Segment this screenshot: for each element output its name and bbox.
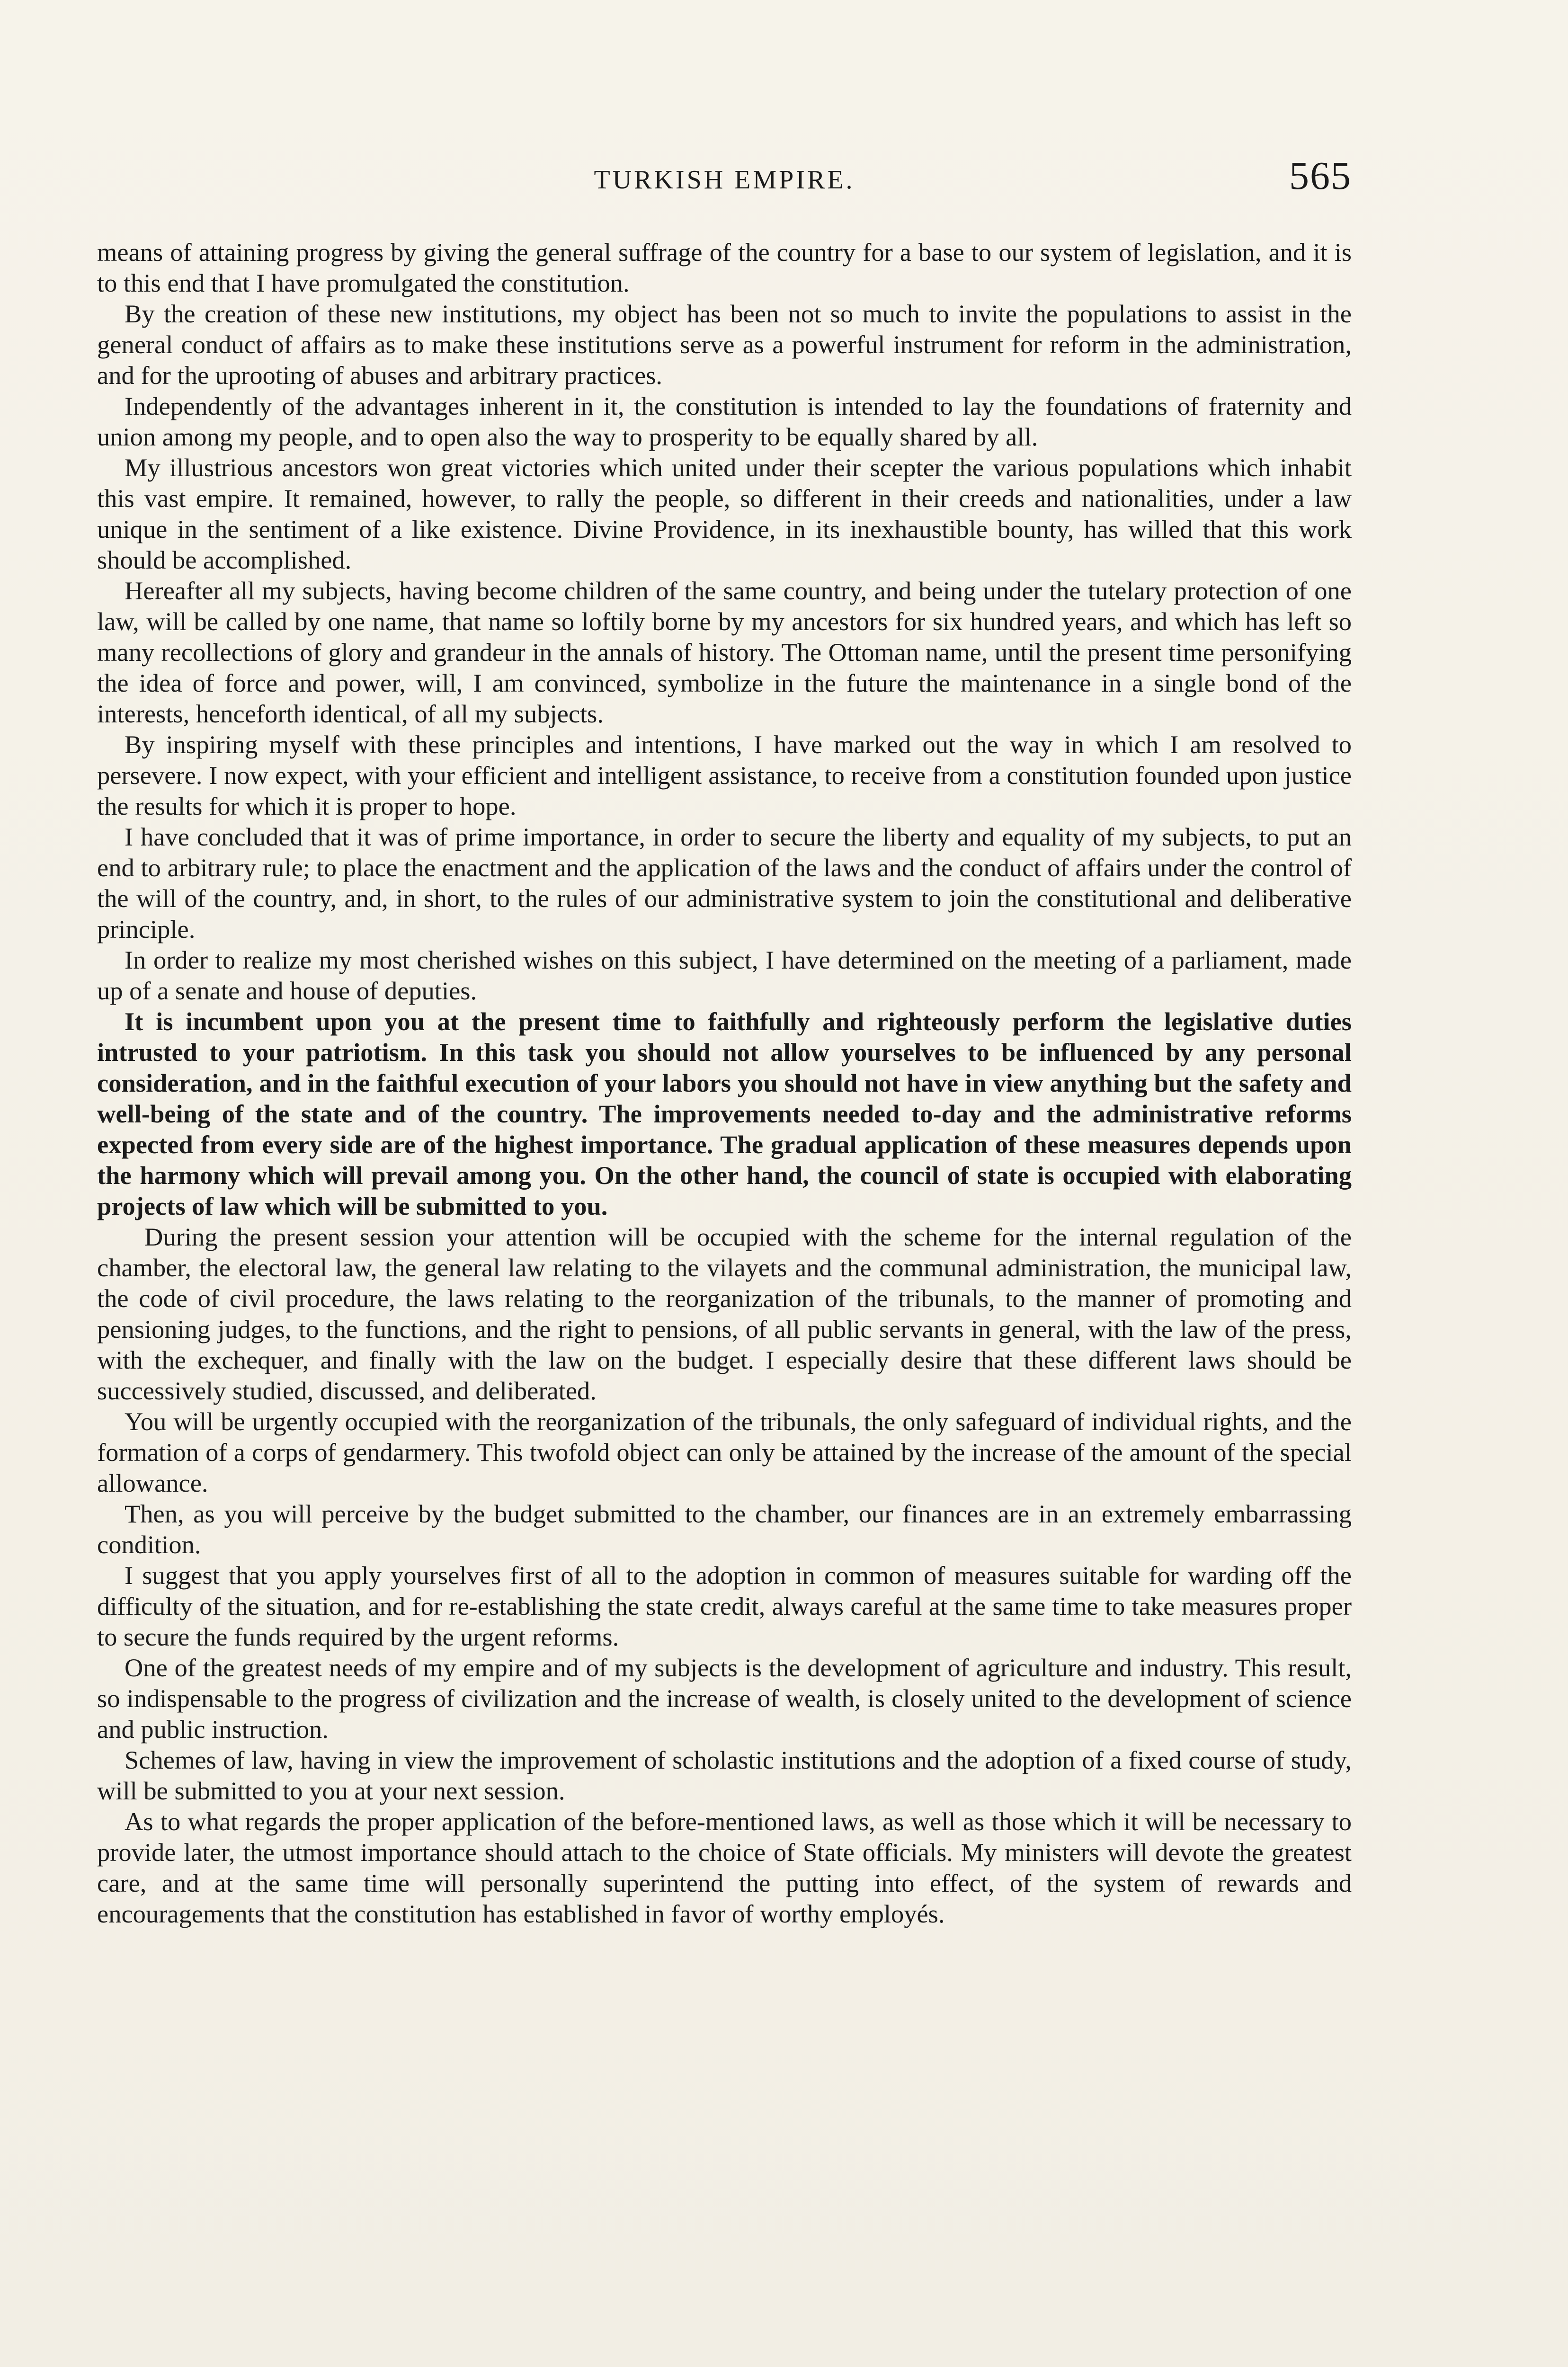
paragraph: In order to realize my most cherished wishes on this subject, I have determined on the meeting of a parliament, made up of a senate and house of deputies. (97, 945, 1352, 1005)
paragraph: By inspiring myself with these principles and intentions, I have marked out the way in which I am resolved to persevere. I now expect, with your efficient and intelligent assistance, to receive from a constitution founded upon justice the results for which it is proper to hope. (97, 730, 1352, 820)
paragraph: means of attaining progress by giving the general suffrage of the country for a base to our system of legislation, and it is to this end that I have promulgated the constitution. (97, 238, 1352, 297)
paragraph: I have concluded that it was of prime importance, in order to secure the liberty and equality of my subjects, to put an end to arbitrary rule; to place the enactment and the application of the laws and the conduct of affairs under the control of the will of the country, and, in short, to the rules of our administrative system to join the constitutional and deliberative principle. (97, 822, 1352, 943)
paragraph: One of the greatest needs of my empire and of my subjects is the development of agriculture and industry. This result, so indispensable to the progress of civilization and the increase of wealth, is closely united to the development of science and public instruction. (97, 1653, 1352, 1744)
paragraph: You will be urgently occupied with the reorganization of the tribunals, the only safeguard of individual rights, and the formation of a corps of gendarmery. This twofold object can only be attained by the increase of the amount of the special allowance. (97, 1407, 1352, 1497)
paragraph: Schemes of law, having in view the improvement of scholastic institutions and the adoption of a fixed course of study, will be submitted to you at your next session. (97, 1745, 1352, 1805)
paragraph: During the present session your attention will be occupied with the scheme for the internal regulation of the chamber, the electoral law, the general law relating to the vilayets and the communal administration, the municipal law, the code of civil procedure, the laws relating to the reorganization of the tribunals, to the manner of promoting and pensioning judges, to the functions, and the right to pensions, of all public servants in general, with the law of the press, with the exchequer, and finally with the law on the budget. I especially desire that these different laws should be successively studied, discussed, and deliberated. (97, 1222, 1352, 1405)
paragraph: Independently of the advantages inherent in it, the constitution is intended to lay the foundations of fraternity and union among my people, and to open also the way to prosperity to be equally shared by all. (97, 392, 1352, 451)
page-number: 565 (1289, 154, 1352, 198)
page-header (97, 154, 1352, 201)
paragraph: Hereafter all my subjects, having become children of the same country, and being under the tutelary protection of one law, will be called by one name, that name so loftily borne by my ancestors for six hundred years, and which has left so many recollections of glory and grandeur in the annals of history. The Ottoman name, until the present time personifying the idea of force and power, will, I am convinced, symbolize in the future the maintenance in a single bond of the interests, henceforth identical, of all my subjects. (97, 576, 1352, 728)
running-head: TURKISH EMPIRE. (594, 165, 855, 195)
paragraph: As to what regards the proper application of the before-mentioned laws, as well as those which it will be necessary to provide later, the utmost importance should attach to the choice of State officials. My ministers will devote the greatest care, and at the same time will personally superintend the putting into effect, of the system of rewards and encouragements that the constitution has established in favor of worthy employés. (97, 1807, 1352, 1928)
paragraph: Then, as you will perceive by the budget submitted to the chamber, our finances are in an extremely embarrassing condition. (97, 1499, 1352, 1559)
body-text (97, 237, 1352, 1929)
paragraph: It is incumbent upon you at the present time to faithfully and righteously perform the legislative duties intrusted to your patriotism. In this task you should not allow yourselves to be influenced by any personal consideration, and in the faithful execution of your labors you should not have in view anything but the safety and well-being of the state and of the country. The improvements needed to-day and the administrative reforms expected from every side are of the highest importance. The gradual application of these measures depends upon the harmony which will prevail among you. On the other hand, the council of state is occupied with elaborating projects of law which will be submitted to you. (97, 1007, 1352, 1220)
paragraph: I suggest that you apply yourselves first of all to the adoption in common of measures suitable for warding off the difficulty of the situation, and for re-establishing the state credit, always careful at the same time to take measures proper to secure the funds required by the urgent reforms. (97, 1561, 1352, 1651)
paragraph: My illustrious ancestors won great victories which united under their scepter the various populations which inhabit this vast empire. It remained, however, to rally the people, so different in their creeds and nationalities, under a law unique in the sentiment of a like existence. Divine Providence, in its inexhaustible bounty, has willed that this work should be accomplished. (97, 453, 1352, 574)
paragraph: By the creation of these new institutions, my object has been not so much to invite the populations to assist in the general conduct of affairs as to make these institutions serve as a powerful instrument for reform in the administration, and for the uprooting of abuses and arbitrary practices. (97, 299, 1352, 390)
